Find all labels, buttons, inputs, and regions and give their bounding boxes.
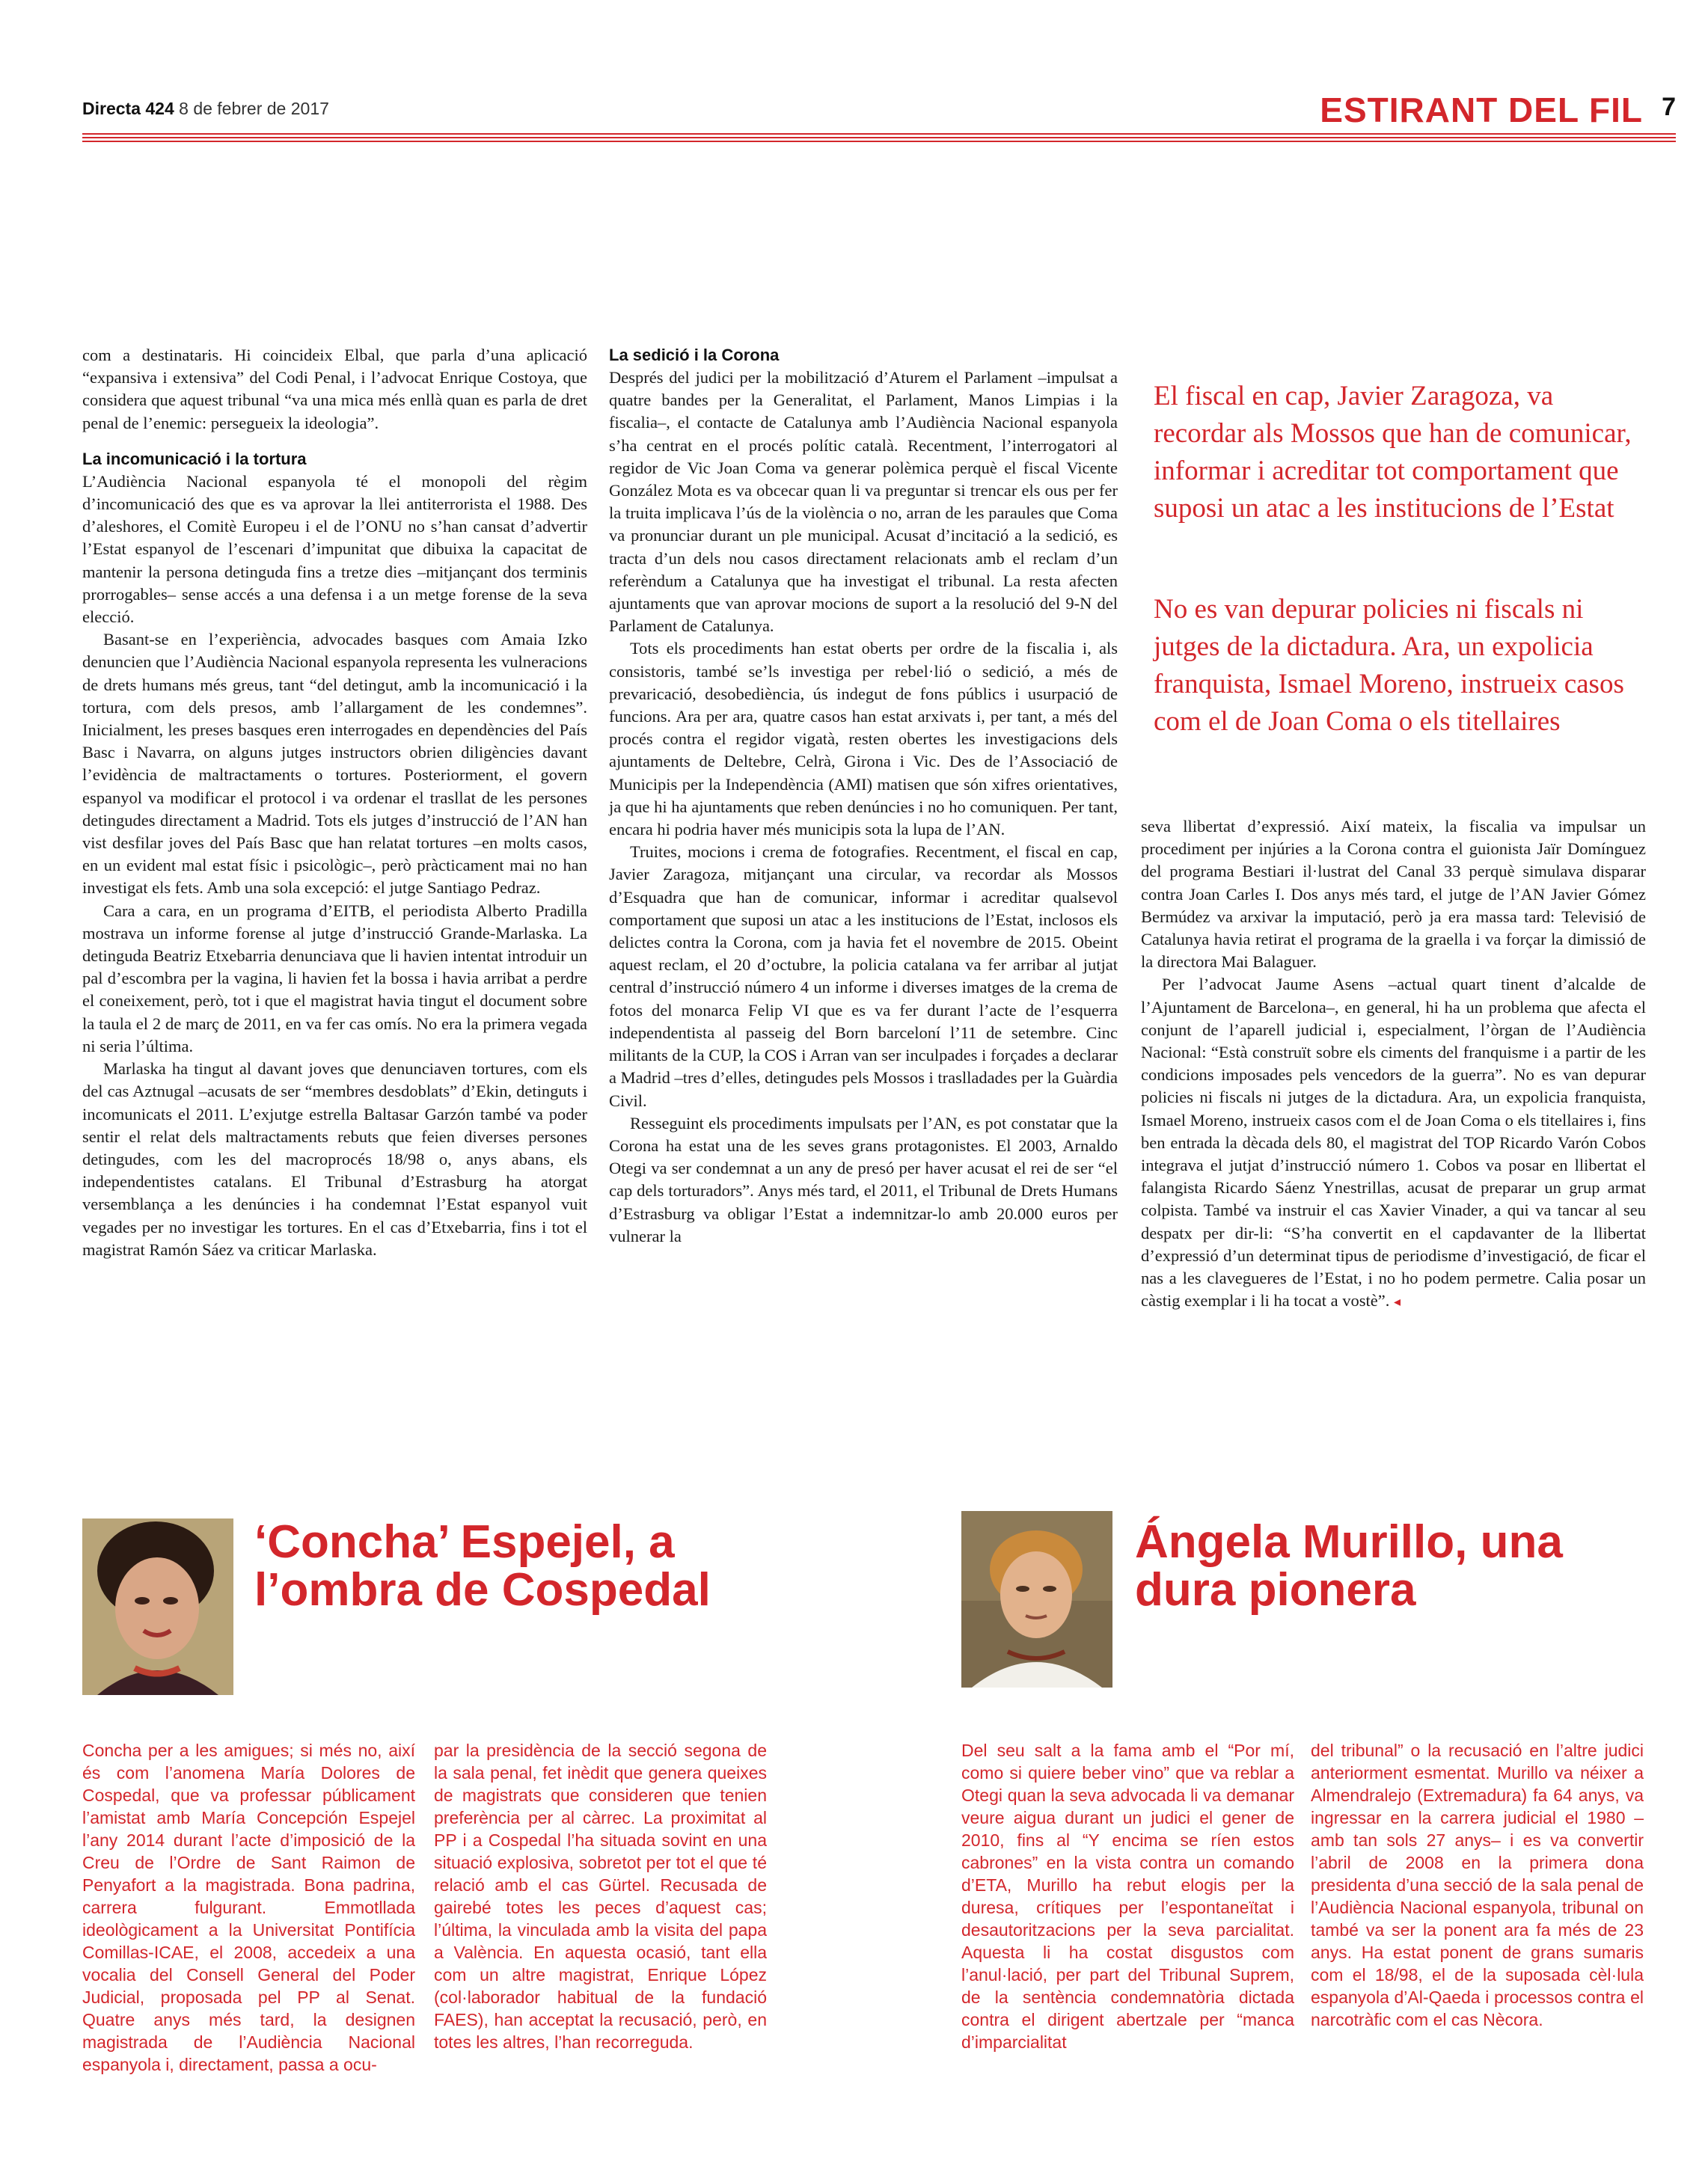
publication-date: 8 de febrer de 2017 — [179, 99, 329, 118]
paragraph: Després del judici per la mobilització d’Aturem el Parlament –impulsat a quatre bandes per la Generalitat, el Parlament, Manos Limpias i la fiscalia–, el contacte de Catalunya amb l’Audiència Nacional espanyola s’ha centrat en el procés polític català. Recentment, l’interrogatori al regidor de Vic Joan Coma va generar polèmica perquè el fiscal Vicente González Mota es va obcecar quan li va preguntar si trencar els ous per fer la truita implicava l’ús de la violència o no, arran de les paraules que Coma va pronunciar durant un ple municipal. Acusat d’incitació a la sedició, es tracta d’un dels nou casos directament relacionats amb el reclam d’un referèndum a Catalunya que ha investigat el tribunal. La resta afecten ajuntaments que van aprovar mocions de suport a la resolució del 9-N del Parlament de Catalunya. — [609, 368, 1118, 636]
box1-column-1 — [82, 1739, 415, 2076]
paragraph: Marlaska ha tingut al davant joves que denunciaven tortures, com els del cas Aztnugal –acusats de ser “membres desdoblats” d’Ekin, detinguts i incomunicats el 2011. L’exjutge estrella Baltasar Garzón també va poder sentir el relat dels maltractaments rebuts que feien diverses persones detingudes, com les del macroprocés 18/98 o, anys abans, els independentistes catalans. El Tribunal d’Estrasburg ha atorgat versemblança a les denúncies i ha condemnat l’Estat espanyol vuit vegades per no investigar les tortures. En el cas d’Etxebarria, fins i tot el magistrat Ramón Sáez va criticar Marlaska. — [82, 1059, 587, 1259]
box1-column-2 — [434, 1739, 767, 2053]
page-header — [82, 90, 1676, 135]
espejel-portrait — [82, 1518, 233, 1695]
paragraph: seva llibertat d’expressió. Així mateix, la fiscalia va impulsar un procediment per injúries a la Corona contra el guionista Jaïr Domínguez del programa Bestiari il·lustrat del Canal 33 perquè simulava disparar contra Joan Carles I. Dos anys més tard, el jutge de l’AN Javier Gómez Bermúdez va arxivar la imputació, però ja era massa tard: Televisió de Catalunya havia retirat el programa de la graella i va forçar la dimissió de la directora Mai Balaguer. — [1141, 817, 1646, 972]
box2-column-1 — [961, 1739, 1294, 2053]
murillo-portrait — [961, 1511, 1112, 1688]
paragraph: Truites, mocions i crema de fotografies. Recentment, el fiscal en cap, Javier Zaragoza, mitjançant una circular, va recordar als Mossos d’Esquadra que han de comunicar, informar i acreditar qualsevol comportament que suposi un atac a les institucions de l’Estat, inclosos els delictes contra la Corona, com ja havia fet el novembre de 2015. Obeint aquest reclam, el 20 d’octubre, la policia catalana va fer arribar al jutjat central d’instrucció número 4 un informe i diverses imatges de la crema de fotos del monarca Felip VI que es va fer durant l’acte de l’esquerra independentista al passeig del Born barceloní l’11 de setembre. Cinc militants de la CUP, la COS i Arran van ser inculpades i forçades a declarar a Madrid –tres d’elles, detingudes pels Mossos i traslladades per la Guàrdia Civil. — [609, 842, 1118, 1110]
publication-name: Directa 424 — [82, 99, 174, 118]
header-rule — [82, 133, 1676, 142]
paragraph: Resseguint els procediments impulsats per l’AN, es pot constatar que la Corona ha estat una de les seves grans protagonistes. El 2003, Arnaldo Otegi va ser condemnat a un any de presó per haver acusat el rei de ser “el cap dels torturadors”. Anys més tard, el 2011, el Tribunal de Drets Humans d’Estrasburg va obligar l’Estat a indemnitzar-lo amb 20.000 euros per vulnerar la — [609, 1113, 1118, 1245]
paragraph: Basant-se en l’experiència, advocades basques com Amaia Izko denuncien que l’Audiència Nacional espanyola representa les vulneracions de drets humans més greus, tant “del detingut, amb la incomunicació i la tortura, com dels presos, amb l’allargament de les condemnes”. Inicialment, les preses basques eren interrogades en dependències del País Basc i Navarra, on alguns jutges instructors obrien diligències davant l’evidència de maltractaments o tortures. Posteriorment, el govern espanyol va modificar el protocol i va ordenar el trasllat de les persones detingudes directament a Madrid. Tots els jutges d’instrucció de l’AN han vist desfilar joves del País Basc que han relatat tortures –en molts casos, en un evident mal estat físic i psicològic–, però pràcticament mai no han investigat els fets. Amb una sola excepció: el jutge Santiago Pedraz. — [82, 630, 587, 898]
paragraph: Tots els procediments han estat oberts per ordre de la fiscalia i, als consistoris, també se’ls investiga per rebel·lió o sedició, a més de prevaricació, desobediència, ús indegut de fons públics i usurpació de funcions. Ara per ara, quatre casos han estat arxivats i, per tant, a més del procés contra el regidor vigatà, resten obertes les investigacions dels ajuntaments de Deltebre, Celrà, Girona i Vic. Des de l’Associació de Municipis per la Independència (AMI) matisen que són xifres orientatives, ja que hi ha ajuntaments que reben denúncies i no ho comuniquen. Per tant, encara hi podria haver més municipis sota la lupa de l’AN. — [609, 639, 1118, 839]
article-column-2 — [609, 344, 1118, 1248]
paragraph: Cara a cara, en un programa d’EITB, el periodista Alberto Pradilla mostrava un informe forense al jutge d’instrucció Grande-Marlaska. La detinguda Beatriz Etxebarria denunciava que li havien intentat introduir un pal d’escombra per la vagina, li havien fet la bossa i havia arribat a perdre el coneixement, però, tot i que el magistrat havia tingut el document sobre la taula el 2 de març de 2011, en va fer cas omís. No era la primera vegada ni seria l’última. — [82, 901, 587, 1055]
paragraph-text: Per l’advocat Jaume Asens –actual quart tinent d’alcalde de l’Ajuntament de Barcelona–, en general, hi ha un problema que afecta el conjunt de l’aparell judicial i, especialment, l’òrgan de l’Audiència Nacional: “Està construït sobre els ciments del franquisme i a partir de les condicions imposades pels vencedors de la guerra”. No es van depurar policies ni fiscals ni jutges de la dictadura. Ara, un expolicia franquista, Ismael Moreno, instrueix casos com el de Joan Coma o els titellaires i, fins ben entrada la dècada dels 80, el magistrat del TOP Ricardo Varón Cobos integrava el jutjat d’instrucció número 1. Cobos va posar en llibertat el falangista Ricardo Sáenz Ynestrillas, acusat de preparar un grup armat colpista. També va instruir el cas Xavier Vinader, a qui va tancar al seu despatx per dir-li: “S’ha convertit en el capdavanter de la llibertat d’expressió d’un determinat tipus de periodisme d’investigació, de ficar el nas a les clavegueres de l’Estat, i no ho podem permetre. Calia posar un càstig exemplar i li ha tocat a vostè”. — [1141, 975, 1646, 1311]
pull-quote-1: El fiscal en cap, Javier Zaragoza, va recordar als Mossos que han de comunicar, informar i acreditar tot comportament que suposi un atac a les institucions de l’Estat — [1154, 381, 1632, 524]
box-title-murillo: Ángela Murillo, una dura pionera — [1135, 1516, 1563, 1616]
article-column-3 — [1141, 815, 1646, 1313]
box-title-espejel: ‘Concha’ Espejel, a l’ombra de Cospedal — [254, 1516, 711, 1616]
box2-column-2 — [1311, 1739, 1644, 2031]
paragraph: Concha per a les amigues; si més no, així és com l’anomena María Dolores de Cospedal, que va professar públicament l’amistat amb María Concepción Espejel l’any 2014 durant l’acte d’imposició de la Creu de l’Ordre de Sant Raimon de Penyafort a la magistrada. Bona padrina, carrera fulgurant. Emmotllada ideològicament a la Universitat Pontifícia Comillas-ICAE, el 2008, accedeix a una vocalia del Consell General del Poder Judicial, proposada pel PP al Senat. Quatre anys més tard, la designen magistrada de l’Audiència Nacional espanyola i, directament, passa a ocu- — [82, 1741, 415, 2074]
section-title: ESTIRANT DEL FIL — [1320, 91, 1643, 129]
paragraph: del tribunal” o la recusació en l’altre judici anteriorment esmentat. Murillo va néixer a Almendralejo (Extremadura) fa 64 anys, va ingressar en la carrera judicial el 1980 –amb tan sols 27 anys– i es va convertir l’abril de 2008 en la primera dona presidenta d’una secció de la sala penal de l’Audiència Nacional espanyola, tribunal on també va ser la ponent ara fa més de 23 anys. Ha estat ponent de grans sumaris com el 18/98, el de la suposada cèl·lula espanyola d’Al-Qaeda i processos contra el narcotràfic com el cas Nècora. — [1311, 1741, 1644, 2029]
paragraph: L’Audiència Nacional espanyola té el monopoli del règim d’incomunicació des que es va aprovar la llei antiterrorista el 1988. Des d’aleshores, el Comitè Europeu i el de l’ONU no s’han cansat d’advertir l’Estat espanyol de l’escenari d’impunitat que dibuixa la capacitat de mantenir la persona detinguda fins a tretze dies –mitjançant dos terminis prorrogables– sense accés a una defensa i a un metge forense de la seva elecció. — [82, 471, 587, 627]
article-column-1 — [82, 344, 587, 1261]
end-triangle-icon: ◂ — [1394, 1294, 1401, 1310]
paragraph: Del seu salt a la fama amb el “Por mí, como si quiere beber vino” que va reblar a Otegi quan la seva advocada li va demanar veure aigua durant un judici el gener de 2010, fins al “Y encima se ríen estos cabrones” en la vista contra un comando d’ETA, Murillo ha rebut elogis per la duresa, crítiques per l’espontaneïtat i desautoritzacions per la seva parcialitat. Aquesta li ha costat disgustos com l’anul·lació, per part del Tribunal Suprem, de la sentència condemnatòria dictada contra el dirigent abertzale per “manca d’imparcialitat — [961, 1741, 1294, 2052]
subheading: La sedició i la Corona — [609, 346, 780, 364]
subheading: La incomunicació i la tortura — [82, 449, 307, 468]
page-number: 7 — [1662, 93, 1676, 121]
paragraph: par la presidència de la secció segona de la sala penal, fet inèdit que genera queixes de magistrats que consideren que tenien preferència per al càrrec. La proximitat al PP i a Cospedal l’ha situada sovint en una situació explosiva, sobretot per tot el que té relació amb el cas Gürtel. Recusada de gairebé totes les peces d’aquest cas; l’última, la vinculada amb la visita del papa a València. En aquesta ocasió, tant ella com un altre magistrat, Enrique López (col·laborador habitual de la fundació FAES), han acceptat la recusació, però, en totes les altres, l’han recorreguda. — [434, 1741, 767, 2052]
pull-quote-2: No es van depurar policies ni fiscals ni jutges de la dictadura. Ara, un expolicia franquista, Ismael Moreno, instrueix casos com el de Joan Coma o els titellaires — [1154, 594, 1624, 737]
paragraph — [1141, 973, 1646, 1313]
paragraph: com a destinataris. Hi coincideix Elbal, que parla d’una aplicació “expansiva i extensiva” del Codi Penal, i l’advocat Enrique Costoya, que considera que aquest tribunal “va una mica més enllà quan es parla de dret penal de l’enemic: persegueix la ideologia”. — [82, 346, 587, 432]
publication-info — [82, 99, 329, 119]
